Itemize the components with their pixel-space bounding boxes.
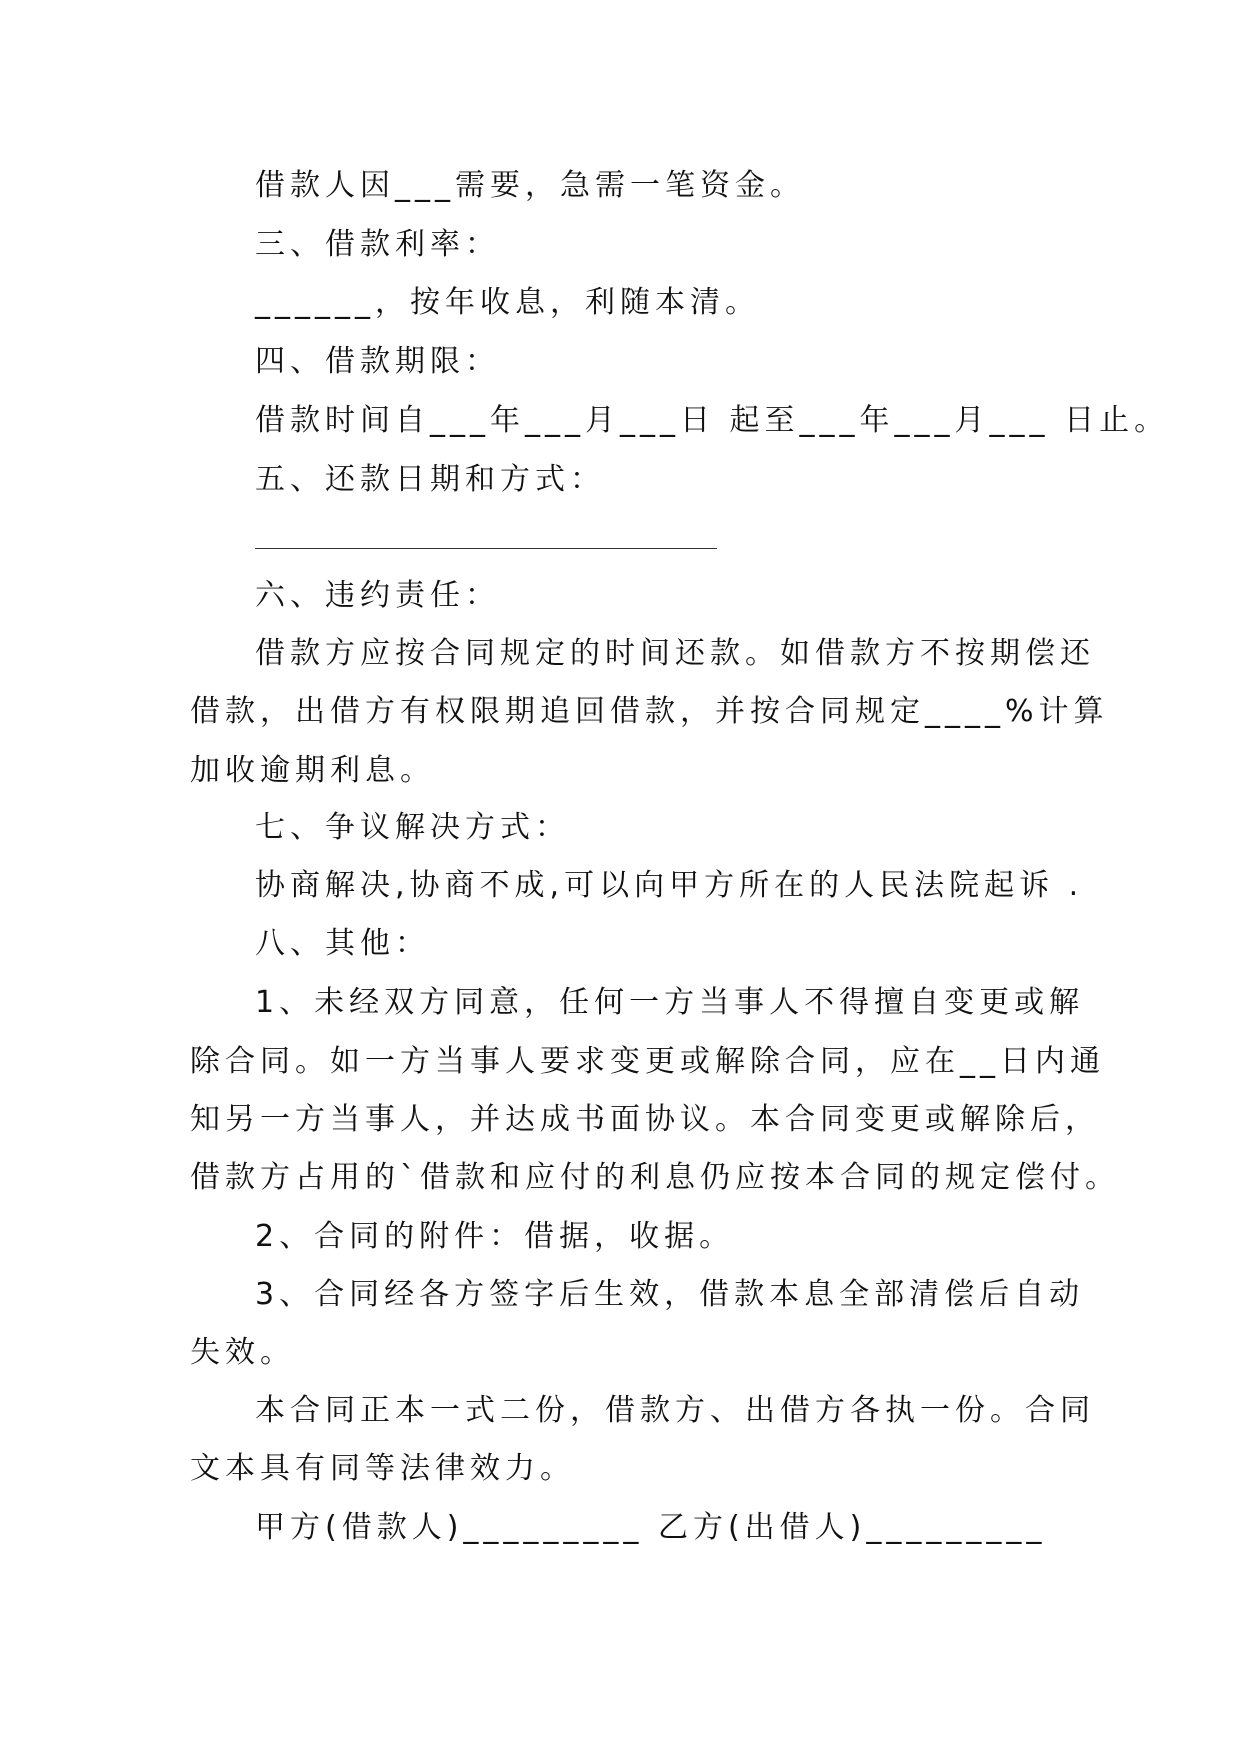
section-heading: 七、争议解决方式： [255, 810, 570, 845]
section-heading: 八、其他： [255, 926, 430, 961]
section-heading: 三、借款利率： [255, 227, 500, 262]
paragraph-line: 2、合同的附件：借据，收据。 [255, 1219, 735, 1254]
paragraph-line: 协商解决,协商不成,可以向甲方所在的人民法院起诉 . [255, 868, 1084, 903]
paragraph-line: ______，按年收息，利随本清。 [255, 285, 760, 320]
paragraph-line: 借款，出借方有权限期追回借款，并按合同规定____%计算 [190, 694, 1109, 729]
paragraph-line: 除合同。如一方当事人要求变更或解除合同，应在__日内通 [190, 1044, 1105, 1079]
signature-line: 甲方(借款人)_________ 乙方(出借人)_________ [255, 1510, 1047, 1545]
paragraph-line: 借款时间自___年___月___日 起至___年___月___ 日止。 [255, 403, 1170, 438]
paragraph-line: 知另一方当事人，并达成书面协议。本合同变更或解除后， [190, 1102, 1100, 1137]
paragraph-line: 3、合同经各方签字后生效，借款本息全部清偿后自动 [255, 1277, 1085, 1312]
paragraph-line: 加收逾期利息。 [190, 753, 435, 788]
section-heading: 五、还款日期和方式： [255, 462, 605, 497]
blank-fill-line [255, 548, 717, 549]
section-heading: 四、借款期限： [255, 344, 500, 379]
paragraph-line: 文本具有同等法律效力。 [190, 1451, 575, 1486]
paragraph-line: 借款方应按合同规定的时间还款。如借款方不按期偿还 [255, 636, 1095, 671]
paragraph-line: 本合同正本一式二份，借款方、出借方各执一份。合同 [255, 1393, 1095, 1428]
section-heading: 六、违约责任： [255, 578, 500, 613]
paragraph-line: 借款方占用的`借款和应付的利息仍应按本合同的规定偿付。 [190, 1160, 1120, 1195]
paragraph-line: 借款人因___需要，急需一笔资金。 [255, 168, 805, 203]
paragraph-line: 1、未经双方同意，任何一方当事人不得擅自变更或解 [255, 985, 1085, 1020]
paragraph-line: 失效。 [190, 1335, 295, 1370]
